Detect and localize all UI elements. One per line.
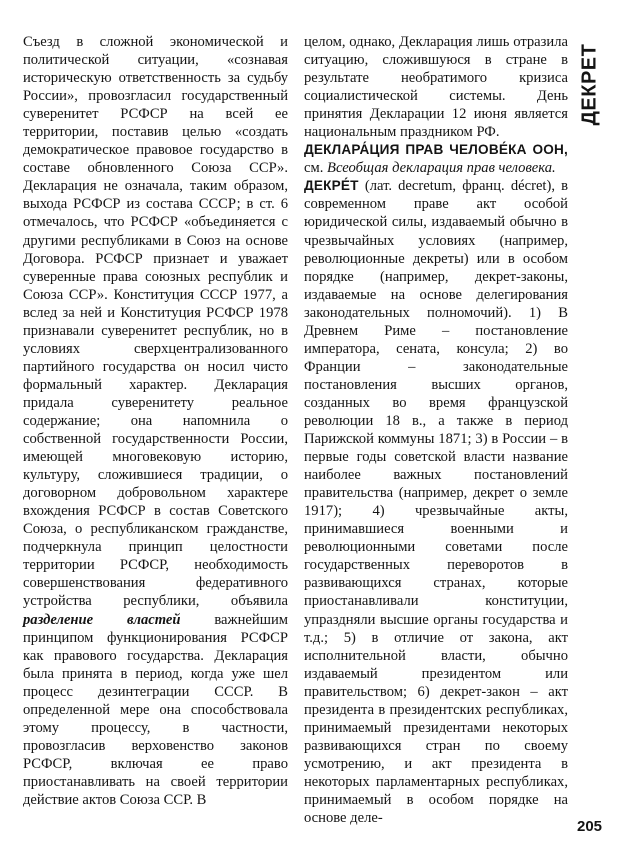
text-segment: важнейшим принципом функционирования РСФСР как правового государства. Декларация была принята в период, когда уже шел процесс дезинтеграции СССР. В определенной мере она способствовала этому процессу, в частности, провозгласив верховенство законов РСФСР, включая ее право приостанавливать на своей территории действие актов Союза ССР. В: [23, 611, 288, 808]
cross-reference[interactable]: разделение властей: [23, 611, 181, 628]
right-column: [304, 33, 568, 827]
text-segment: Съезд в сложной экономической и политической ситуации, «сознавая историческую ответственность за судьбу России», провозгласил государственный суверенитет РСФСР на всей ее территории, поставив целью «создать демократическое правовое государство в составе обновленного Союза ССР». Декларация не означала, таким образом, выхода РСФСР из состава СССР; в ст. 6 отмечалось, что РСФСР «объединяется с другими республиками в Союз на основе Договора. РСФСР признает и уважает суверенные права союзных республик и Союза ССР». Конституция СССР 1977, а вслед за ней и Конституция РСФСР 1978 признавали суверенитет республик, но в условиях сверхцентрализованного партийного государства он носил чисто формальный характер. Декларация придала суверенитету реальное содержание; она напомнила о собственной государственности России, имеющей многовековую историю, культуру, сложившиеся традиции, о договорном добровольном характере вхождения РСФСР в состав Советского Союза, о республиканском гражданстве, подчеркнула принцип целостности территории РСФСР, необходимость совершенствования федеративного устройства республики, объявила: [23, 34, 288, 610]
dictionary-entry-human-rights: [304, 141, 568, 177]
dictionary-entry-decree: [304, 177, 568, 827]
entry-headword: ДЕКЛАРА́ЦИЯ ПРАВ ЧЕЛОВЕ́КА ООН,: [304, 142, 568, 158]
left-column: [23, 33, 288, 809]
paragraph-declaration-sovereignty: [23, 33, 288, 809]
cross-reference[interactable]: Всеобщая декларация прав человека.: [327, 160, 556, 177]
entry-headword: ДЕКРЕ́Т: [304, 178, 359, 194]
running-head-text: ДЕКРЕТ: [578, 43, 601, 125]
paragraph-continuation: целом, однако, Декларация лишь отразила ситуацию, сложившуюся в стране в результате необратимого кризиса социалистической системы. День принятия Декларации 12 июня является национальным праздником РФ.: [304, 34, 568, 141]
running-head: [575, 36, 605, 132]
entry-definition: (лат. decretum, франц. décret), в современном праве акт особой юридической силы, издаваемый обычно в чрезвычайных условиях (например, революционные декреты) или в особом порядке (например, декрет-законы, издаваемые на основе делегирования законодательных полномочий). 1) В Древнем Риме – постановление императора, сената, консула; 2) во Франции – законодательные постановления высших органов, созданных во время французской революции 18 в., а также в период Парижской коммуны 1871; 3) в России – в первые годы советской власти название наиболее важных постановлений правительства (например, декрет о земле 1917); 4) чрезвычайные акты, принимавшиеся военными и революционными советами после государственных переворотов в развивающихся странах, которые приостанавливали конституции, упраздняли высшие органы государства и т.д.; 5) в отличие от закона, акт исполнительной власти, обычно издаваемый президентом или правительством; 6) декрет-закон – акт президента в президентских республиках, принимаемый президентами некоторых развивающихся стран по своему усмотрению, и акт президента в некоторых парламентарных республиках, принимаемый в особом порядке на основе деле-: [304, 178, 568, 827]
page-number: 205: [577, 818, 603, 835]
see-label: см.: [304, 160, 324, 177]
